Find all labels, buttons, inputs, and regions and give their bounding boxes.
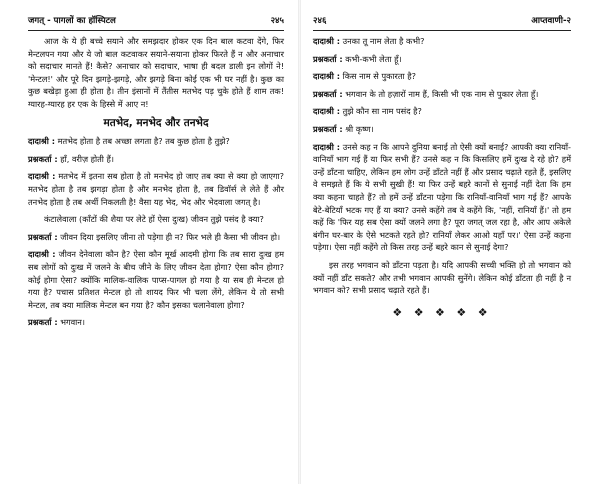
speaker-label: प्रश्नकर्ता : [28, 231, 58, 242]
dialogue-text: जीवन देनेवाला कौन है? ऐसा कौन मूर्ख आदमी होगा कि तब सारा दुःख हम सब लोगों को दुःख में जलने के बीच जीने के लिए जीवन देता होगा? ऐसा कौन होगा? कोई होगा ऐसा? क्योंकि मालिक-वालिक पाप्स-पागल हो गया है या सब ही मेन्टल हो गया है? पचास प्रतिशत मेन्टल हो तो शायद फिर भी चला लेंगे, लेकिन ये तो सभी मेन्टल, तब क्या मालिक मेन्टल बन गया है? कौन इसका चलानेवाला होगा? [28, 249, 284, 310]
dialogue-text: तुझे कौन सा नाम पसंद है? [342, 106, 422, 117]
dialogue-text: कंटालेवाला (काँटों की शैया पर लेटे हों ऐसा दुःख) जीवन तुझे पसंद है क्या? [44, 214, 264, 225]
left-paragraph: आज के ये ही बच्चे सयाने और समझदार होकर एक दिन बाल कटवा देंगे, फिर मेन्टलपन गया और ये जो बाल कटवाकर सयाने-सयाना होकर फिरते हैं न और अनाचार को सदाचार मानते हैं! कैसे? अनाचार को सदाचार, भाषा ही बदल डाली इन लोगों ने! 'मेन्टल!' और पूरे दिन झगड़े-झगड़े, और झगड़े बिना कोई एक भी घर नहीं है। कुछ का कुछ बखेड़ा हुआ ही होता है। तीन इंसानों में तैंतीस मतभेद पड़ चुके होते हैं शाम तक! ग्यारह-ग्यारह हर एक के हिस्से में आए न! [28, 36, 284, 109]
speaker-label: दादाश्री : [313, 106, 340, 117]
right-running-title: आप्तवाणी-२ [531, 16, 571, 26]
speaker-label: दादाश्री : [313, 71, 340, 82]
speaker-label: दादाश्री : [28, 136, 55, 147]
left-running-title: जगत् - पागलों का हॉस्पिटल [28, 16, 116, 26]
dialogue-text: मतभेद होता है तब अच्छा लगता है? तब कुछ होता है तुझे? [57, 136, 230, 147]
left-page [0, 0, 298, 484]
dialogue-line [28, 170, 284, 208]
dialogue-line [28, 231, 284, 244]
dialogue-text: किस नाम से पुकारता है? [342, 71, 416, 82]
dialogue-text: उनसे कह न कि आपने दुनिया बनाई तो ऐसी क्यों बनाई? आपकी क्या रानियाँ-वानियाँ भाग गई हैं या फिर सभी हैं? उनसे कह न कि किसलिए हमें दुःख दे रहे हो? हमें उन्हें डाँटना चाहिए, लेकिन हम लोग उन्हें डाँटते नहीं हैं और प्रसाद चढ़ाते रहते हैं, इसलिए वे समझते हैं कि ये सभी सुखी हैं! या फिर उन्हें बहरे कानों से सुनाई नहीं देता कि हम क्या कहना चाहते हैं? तो हमें उन्हें डाँटना पड़ेगा कि रानियाँ-वानियाँ भाग गई हैं? आपके बेटे-बेटियाँ भटक गए हैं या क्या? उनसे कहेंगे तब वे कहेंगे कि, 'नहीं, रानियाँ हैं।' तो हम कहें कि 'फिर यह सब ऐसा क्यों जलने लगा है? पूरा जगत् जल रहा है, और आप अकेले बंगीन घर-बार के ऐसे भटकते रहते हो? रानियाँ लेकर आओ यहाँ पर।' ऐसा उन्हें कहना पड़ेगा। ऐसा नहीं कहेंगे तो किस तरह उन्हें बहरे कान से सुनाई देगा? [313, 141, 572, 253]
dialogue-line [28, 213, 284, 226]
speaker-label: दादाश्री : [28, 171, 56, 182]
ornament-divider: ❖ ❖ ❖ ❖ ❖ [392, 305, 492, 319]
speaker-label: दादाश्री : [313, 141, 341, 152]
section-heading: मतभेद, मनभेद और तनभेद [103, 116, 209, 129]
dialogue-line [28, 248, 284, 311]
dialogue-line [313, 141, 571, 254]
dialogue-text: हाँ, वरीज़ होती हैं। [60, 153, 114, 164]
dialogue-line [313, 70, 571, 83]
dialogue-text: मतभेद में इतना सब होता है तो मनभेद हो जाए तब क्या से क्या हो जाएगा? मतभेद होता है तब झगड़ा होता है और मनभेद होता है, तब डिवॉर्स ले लेते हैं और तनभेद होता है तब अर्थी निकलती है! वैसा यह भेद, भेद और भेदवाला जगत् है। [28, 171, 284, 207]
right-page [301, 0, 599, 484]
right-page-header [313, 10, 571, 31]
speaker-label: प्रश्नकर्ता : [28, 317, 58, 328]
dialogue-line [28, 135, 284, 148]
speaker-label: प्रश्नकर्ता : [313, 53, 343, 64]
speaker-label: प्रश्नकर्ता : [313, 88, 343, 99]
dialogue-line [28, 153, 284, 166]
speaker-label: दादाश्री : [313, 36, 340, 46]
dialogue-text: इस तरह भगवान को डाँटना पड़ता है। यदि आपकी सच्ची भक्ति हो तो भगवान को क्यों नहीं डाँट सकते? और तभी भगवान आपकी सुनेंगे। लेकिन कोई डाँटता ही नहीं है न भगवान को? सभी प्रसाद चढ़ाते रहते हैं। [313, 259, 571, 296]
speaker-label: प्रश्नकर्ता : [313, 123, 343, 134]
dialogue-text: उनका तू नाम लेता है कभी? [342, 36, 425, 46]
dialogue-text: कभी-कभी लेता हूँ। [345, 53, 402, 64]
dialogue-text: भगवान के तो हज़ारों नाम हैं, किसी भी एक नाम से पुकार लेता हूँ। [345, 88, 539, 99]
dialogue-text: जीवन दिया इसलिए जीना तो पड़ेगा ही न? फिर भले ही कैसा भी जीवन हो। [60, 231, 281, 242]
dialogue-line [313, 35, 571, 48]
speaker-label: प्रश्नकर्ता : [28, 153, 58, 164]
right-page-body [313, 35, 571, 319]
dialogue-line [313, 88, 571, 101]
dialogue-line [313, 259, 571, 297]
dialogue-text: श्री कृष्ण। [345, 123, 374, 134]
dialogue-line [28, 316, 284, 329]
left-page-body [28, 35, 284, 329]
speaker-label: दादाश्री : [28, 249, 56, 260]
left-page-header [28, 10, 284, 31]
right-page-number: २४६ [313, 16, 327, 26]
dialogue-line [313, 53, 571, 66]
dialogue-line [313, 105, 571, 118]
dialogue-text: भगवान। [60, 317, 85, 328]
dialogue-line [313, 123, 571, 136]
left-page-number: २४५ [270, 16, 284, 26]
